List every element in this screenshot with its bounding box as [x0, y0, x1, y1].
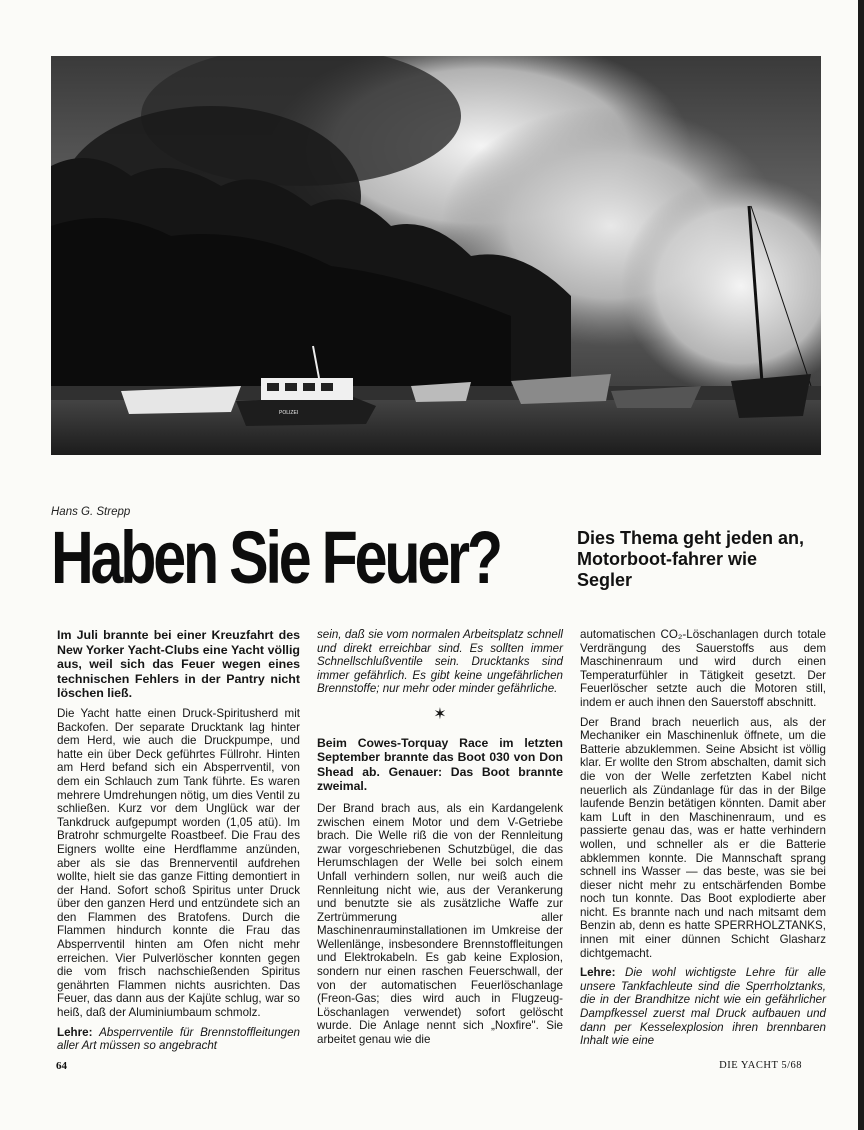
- article-headline: Haben Sie Feuer?: [51, 516, 500, 599]
- lesson-continuation: sein, daß sie vom normalen Arbeitsplatz schnell und direkt erreichbar sind. Es sollten immer Schnellschlußventile sein. Drucktanks sind immer gefährlich. Es gibt keine ungefährlichen Brennstoffe; nur mehr oder minder gefährliche.: [317, 628, 563, 696]
- harbor-fire-photo: [51, 56, 821, 455]
- author-byline: Hans G. Strepp: [51, 506, 131, 518]
- section-lead: Beim Cowes-Torquay Race im letzten September brannte das Boot 030 von Don Shead ab. Genauer: Das Boot brannte zweimal.: [317, 735, 563, 794]
- body-paragraph: Der Brand brach aus, als ein Kardangelenk zwischen einem Motor und dem V-Getriebe brach. Die Welle riß die von der Rennleitung zwar vorgeschriebenen Schutzbügel, die das Herumschlagen der Welle bei solch einem Unfall verhindern sollen, nur weiß auch die Rennleitung nicht wie, aus der Verankerung und benutzte sie als zusätzliche Waffe zur Zertrümmerung aller Maschinenrauminstallationen im Umkreise der Wellenlänge, insbesondere Brennstoffleitungen und Elektrokabeln. Es gab keine Explosion, sondern nur einen raschen Feuerschwall, der von der automatischen Feuerlöschanlage (Freon-Gas; dies wird auch in Flugzeug-Löschanlagen verwendet) sofort gelöscht wurde. Die Anlage nennt sich „Noxfire". Sie arbeitet genau wie die: [317, 801, 563, 1047]
- body-paragraph: Der Brand brach neuerlich aus, als der Mechaniker ein Maschinenluk öffnete, um die Batterie abzuklemmen. Seine Absicht ist völlig klar. Er wollte den Strom abschalten, damit sich die von der Welle zerfetzten Kabel nicht neuerlich als Zündanlage für das in der Bilge laufende Benzin betätigen könnten. Damit aber kam Luft in den Maschinenraum, und es passierte genau das, was er hatte verhindern wollen, und schneller als er die Batterie abklemmen konnte. Die Mannschaft sprang schnell ins Wasser — das beste, was sie bei dieser nicht mehr zu entschärfenden Bombe noch tun konnte. Das Boot explodierte aber nicht. Es brannte nach und nach mitsamt dem Benzin ab, denn es hatte SPERRHOLZTANKS, innen mit einer dünnen Schicht Glasharz dichtgemacht.: [580, 715, 826, 960]
- lesson-text: Die wohl wichtigste Lehre für alle unsere Tankfachleute sind die Sperrholztanks, die in der Brandhitze nicht wie ein gefährlicher Dampfkessel zuerst mal Druck aufbauen und dann per Kesselexplosion ihren brennbaren Inhalt wie eine: [580, 966, 826, 1048]
- body-paragraph: automatischen CO₂-Löschanlagen durch totale Verdrängung des Sauerstoffs aus dem Maschinenraum und wird durch einen Temperaturfühler in Tätigkeit gesetzt. Der Feuerlöscher setzte auch die Motoren still, indem er auch ihnen den Sauerstoff abschnitt.: [580, 628, 826, 709]
- page-number: 64: [56, 1060, 67, 1072]
- text-column-2: [317, 628, 563, 1053]
- body-paragraph: Die Yacht hatte einen Druck-Spiritusherd mit Backofen. Der separate Drucktank lag hinter dem Herd, wie auch die Druckpumpe, und hatte ein über Deck geführtes Füllrohr. Hinten am Herd befand sich ein Absperrventil, von dem ein Schlauch zum Tank führte. Es waren mehrere Umdrehungen nötig, um dies Ventil zu schließen. Kurz vor dem Unglück war der Tankdruck aufgepumpt worden (1,05 atü). Im Bratrohr schmurgelte Roastbeef. Die Frau des Eigners wollte eine Herdflamme anzünden, aber als sie das Brennerventil aufdrehen wollte, hielt sie das ganze Fitting demontiert in der Hand. Sofort schoß Spiritus unter Druck über den ganzen Herd und entzündete sich an den Flammen des Bratofens. Durch die Flammen hindurch konnte die Frau das Absperrventil hinten am Ofen nicht mehr erreichen. Vier Pulverlöscher konnten gegen die vom frisch nachschießenden Spiritus genährten Flammen nichts ausrichten. Das Feuer, das dann aus der Kajüte schlug, war so heiß, daß der Aluminiumbaum schmolz.: [57, 706, 300, 1020]
- boat-hull-text: POLIZEI: [279, 410, 299, 416]
- lesson-text: Absperrventile für Brennstoffleitungen aller Art müssen so angebracht: [57, 1025, 300, 1053]
- article-subheadline: Dies Thema geht jeden an, Motorboot-fahrer wie Segler: [577, 528, 805, 590]
- lesson-label: Lehre:: [57, 1025, 93, 1039]
- lesson-paragraph: [57, 1026, 300, 1053]
- text-column-1: [57, 628, 300, 1059]
- lesson-label: Lehre:: [580, 966, 616, 980]
- lead-paragraph: Im Juli brannte bei einer Kreuzfahrt des New Yorker Yacht-Clubs eine Yacht völlig aus, weil sich das Feuer wegen eines technischen Fehlers in der Pantry nicht löschen ließ.: [57, 628, 300, 701]
- lesson-paragraph: [580, 966, 826, 1048]
- text-column-3: [580, 628, 826, 1054]
- magazine-footer: DIE YACHT 5/68: [719, 1060, 802, 1071]
- section-divider-star-icon: ✶: [433, 705, 447, 723]
- page-edge-shadow: [858, 0, 864, 1130]
